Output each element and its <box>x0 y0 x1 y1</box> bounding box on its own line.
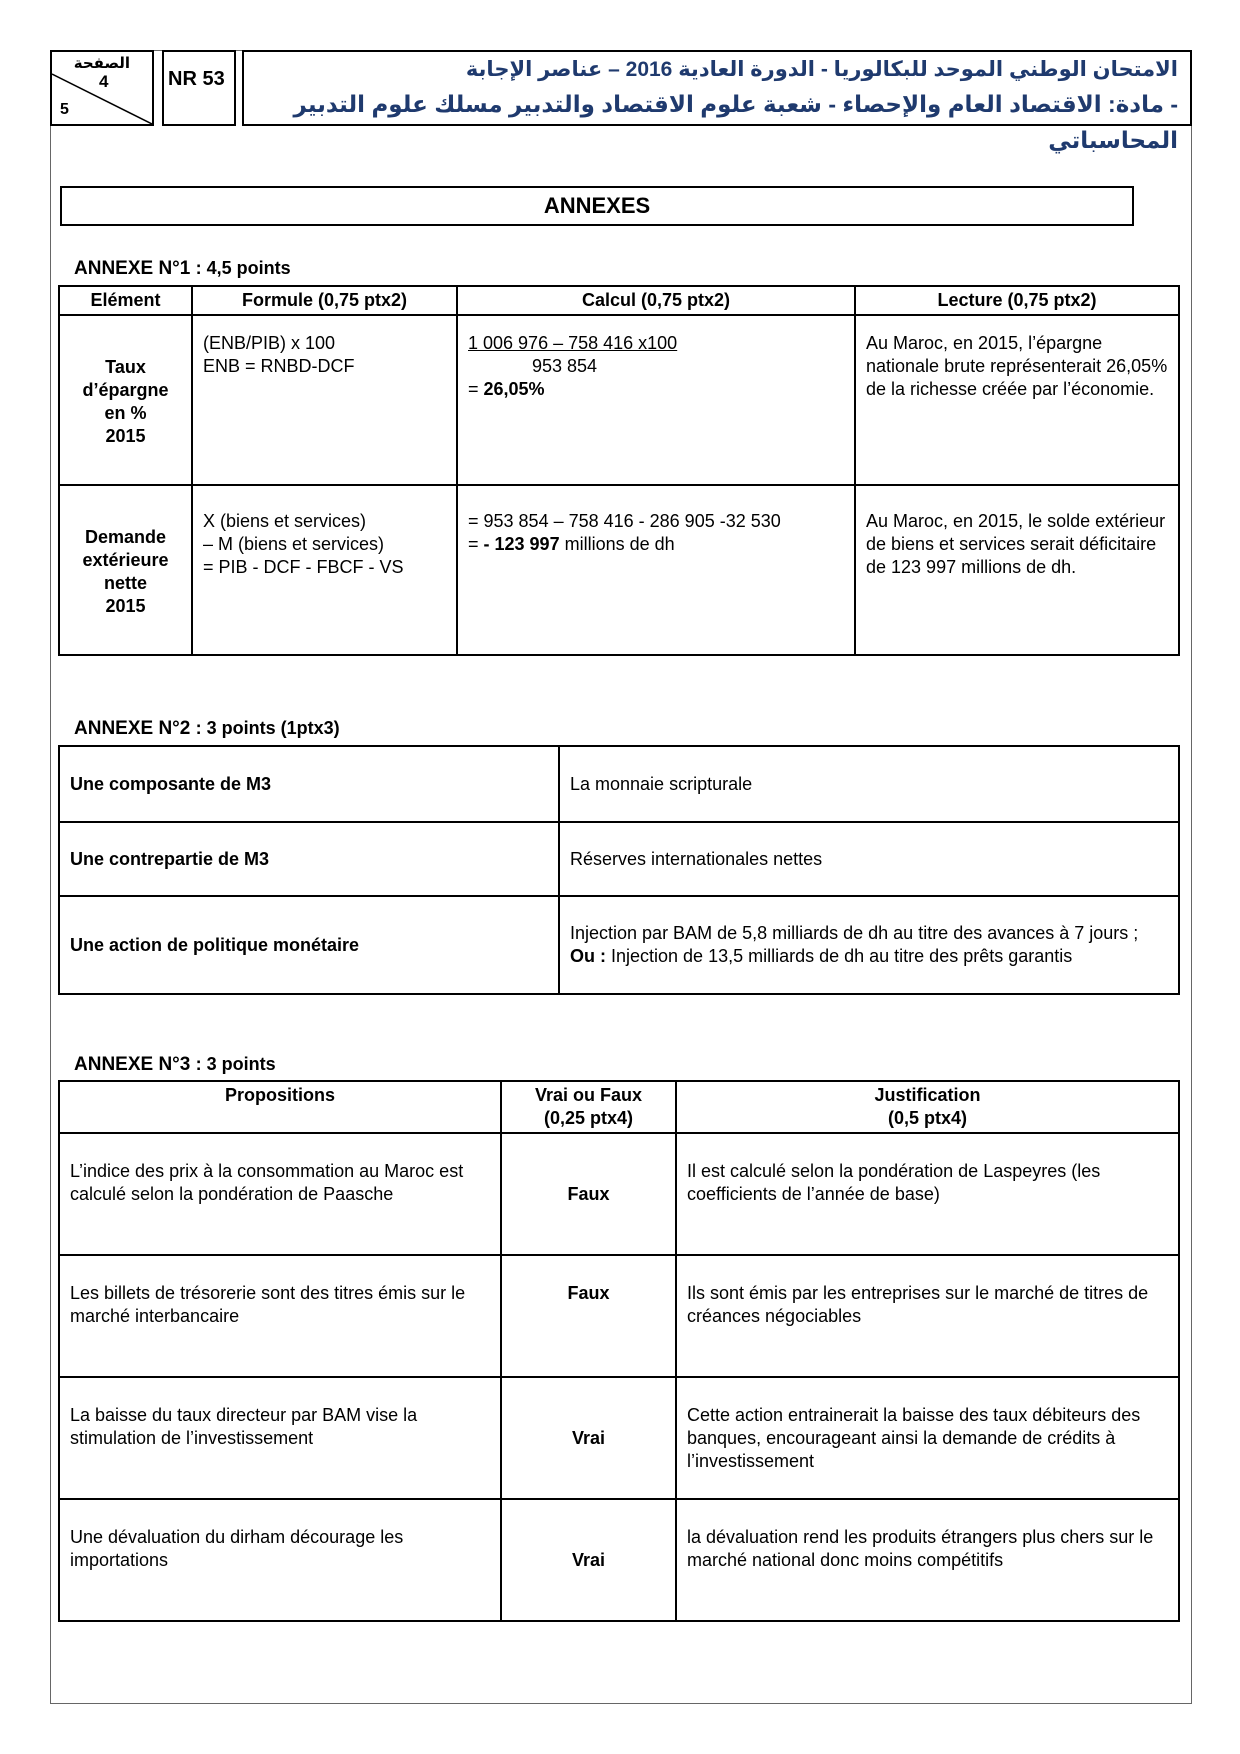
element-line: Taux <box>105 357 146 377</box>
annex3-points: : 3 points <box>195 1054 276 1074</box>
header-verdict <box>501 1081 676 1133</box>
justification-cell: Il est calculé selon la pondération de Laspeyres (les coefficients de l’année de base) <box>676 1133 1179 1255</box>
exam-title-line2: - مادة: الاقتصاد العام والإحصاء - شعبة علوم الاقتصاد والتدبير مسلك علوم التدبير المحاسباتي <box>293 91 1178 153</box>
answer-line <box>570 945 1168 968</box>
table-row <box>59 746 1179 822</box>
answer-line: Injection par BAM de 5,8 milliards de dh au titre des avances à 7 jours ; <box>570 923 1139 943</box>
annex1-table <box>58 285 1180 656</box>
justification-cell: Ils sont émis par les entreprises sur le marché de titres de créances négociables <box>676 1255 1179 1377</box>
annex1-points: : 4,5 points <box>195 258 291 278</box>
calcul-cell <box>457 315 855 485</box>
annex2-label: Une action de politique monétaire <box>59 896 559 994</box>
verdict-cell: Vrai <box>501 1499 676 1621</box>
element-line: Demande <box>84 527 167 547</box>
annex1-title <box>74 258 291 280</box>
header-justification <box>676 1081 1179 1133</box>
element-line: 2015 <box>105 596 146 616</box>
calc-result <box>468 533 844 556</box>
header-lecture: Lecture (0,75 ptx2) <box>855 286 1179 315</box>
calc-line: = 953 854 – 758 416 - 286 905 -32 530 <box>468 511 781 531</box>
page-total: 5 <box>60 101 69 118</box>
element-line: nette <box>103 573 147 593</box>
header-verdict-points: (0,25 ptx4) <box>543 1108 634 1128</box>
calc-numerator: 1 006 976 – 758 416 x100 <box>468 333 678 353</box>
page-number-box <box>50 50 154 126</box>
header-propositions: Propositions <box>59 1081 501 1133</box>
header-justification-points: (0,5 ptx4) <box>887 1108 968 1128</box>
page-current: 4 <box>99 72 109 91</box>
element-line: en % <box>104 403 147 423</box>
exam-title-line1: الامتحان الوطني الموحد للبكالوريا - الدورة العادية 2016 – عناصر الإجابة <box>465 58 1178 81</box>
annex3-title <box>74 1054 276 1076</box>
formula-line: (ENB/PIB) x 100 <box>203 333 336 353</box>
annex2-answer: Réserves internationales nettes <box>559 822 1179 896</box>
annex2-points: : 3 points (1ptx3) <box>195 718 340 738</box>
verdict-cell: Faux <box>501 1133 676 1255</box>
annex2-title <box>74 718 340 740</box>
element-line: d’épargne <box>82 380 169 400</box>
calc-result-prefix: = <box>468 534 484 554</box>
calc-result-unit: millions de dh <box>559 534 675 554</box>
table-row <box>59 1133 1179 1255</box>
annex2-label: Une contrepartie de M3 <box>59 822 559 896</box>
header-formula: Formule (0,75 ptx2) <box>192 286 457 315</box>
table-row <box>59 485 1179 655</box>
lecture-cell: Au Maroc, en 2015, l’épargne nationale brute représenterait 26,05% de la richesse créée par l’économie. <box>855 315 1179 485</box>
annex2-heading: ANNEXE N°2 <box>74 718 191 739</box>
proposition-cell: La baisse du taux directeur par BAM vise la stimulation de l’investissement <box>59 1377 501 1499</box>
annex3-table <box>58 1080 1180 1622</box>
header-justification-line: Justification <box>874 1085 981 1105</box>
header-verdict-line: Vrai ou Faux <box>534 1085 643 1105</box>
formula-line: X (biens et services) <box>203 511 367 531</box>
proposition-cell: Les billets de trésorerie sont des titres émis sur le marché interbancaire <box>59 1255 501 1377</box>
element-cell <box>59 485 192 655</box>
calc-result-value: 26,05% <box>483 379 545 399</box>
annex2-table <box>58 745 1180 995</box>
header-element: Elément <box>59 286 192 315</box>
proposition-cell: L’indice des prix à la consommation au Maroc est calculé selon la pondération de Paasche <box>59 1133 501 1255</box>
element-line: extérieure <box>82 550 169 570</box>
element-cell <box>59 315 192 485</box>
table-row <box>59 1255 1179 1377</box>
formula-line: – M (biens et services) <box>203 534 385 554</box>
table-row <box>59 315 1179 485</box>
calc-denominator-wrap <box>468 355 844 378</box>
lecture-cell: Au Maroc, en 2015, le solde extérieur de biens et services serait déficitaire de 123 997 millions de dh. <box>855 485 1179 655</box>
table-row <box>59 1377 1179 1499</box>
verdict-cell: Faux <box>501 1255 676 1377</box>
table-row <box>59 1499 1179 1621</box>
annexes-banner: ANNEXES <box>60 186 1134 226</box>
verdict-cell: Vrai <box>501 1377 676 1499</box>
justification-cell: Cette action entrainerait la baisse des taux débiteurs des banques, encourageant ainsi la demande de crédits à l’investissement <box>676 1377 1179 1499</box>
annex2-answer <box>559 896 1179 994</box>
table-header-row <box>59 1081 1179 1133</box>
proposition-cell: Une dévaluation du dirham décourage les importations <box>59 1499 501 1621</box>
calc-result-value: - 123 997 <box>483 534 560 554</box>
table-row <box>59 822 1179 896</box>
annex2-label: Une composante de M3 <box>59 746 559 822</box>
answer-alt: Injection de 13,5 milliards de dh au titre des prêts garantis <box>606 946 1073 966</box>
exam-title <box>242 50 1192 153</box>
formula-line: = PIB - DCF - FBCF - VS <box>203 557 404 577</box>
annex2-answer: La monnaie scripturale <box>559 746 1179 822</box>
annex1-heading: ANNEXE N°1 <box>74 258 191 279</box>
calcul-cell <box>457 485 855 655</box>
justification-cell: la dévaluation rend les produits étrangers plus chers sur le marché national donc moins compétitifs <box>676 1499 1179 1621</box>
exam-code: NR 53 <box>162 50 236 126</box>
page-label: الصفحة <box>73 55 130 72</box>
table-header-row <box>59 286 1179 315</box>
calc-result-prefix: = <box>468 379 484 399</box>
table-row <box>59 896 1179 994</box>
annex3-heading: ANNEXE N°3 <box>74 1054 191 1075</box>
formula-line: ENB = RNBD-DCF <box>203 356 355 376</box>
calc-denominator: 953 854 <box>532 356 598 376</box>
element-line: 2015 <box>105 426 146 446</box>
answer-or: Ou : <box>570 946 606 966</box>
calc-result <box>468 378 844 401</box>
formula-cell <box>192 315 457 485</box>
formula-cell <box>192 485 457 655</box>
header-calcul: Calcul (0,75 ptx2) <box>457 286 855 315</box>
